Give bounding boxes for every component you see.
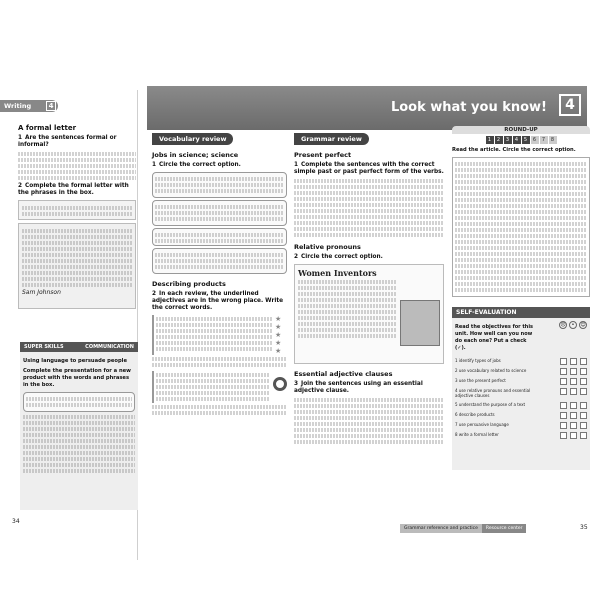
neutral-face-icon: •	[569, 321, 577, 329]
describing-products-title: Describing products	[152, 280, 226, 288]
roundup-num: 6	[531, 136, 539, 144]
self-eval-item: 2 use vocabulary related to science	[455, 368, 527, 373]
roundup-num: 3	[504, 136, 512, 144]
women-inventors-title: Women Inventors	[298, 268, 377, 278]
present-perfect-title: Present perfect	[294, 151, 352, 159]
dp-ex2: 2 In each review, the underlined adjectives are in the wrong place. Write the correct words.	[152, 291, 284, 311]
roundup-num: 1	[486, 136, 494, 144]
left-ex1-prompt: Are the sentences formal or informal?	[18, 135, 117, 148]
grammar-review-pill: Grammar review	[294, 133, 369, 145]
unit-number-badge: 4	[559, 94, 581, 116]
comm-word-box	[23, 392, 135, 412]
self-eval-checkbox[interactable]	[580, 358, 587, 365]
ea-ex3: 3 Join the sentences using an essential adjective clause.	[294, 381, 423, 394]
self-eval-checkbox[interactable]	[570, 402, 577, 409]
left-ex2-number: 2	[18, 183, 23, 189]
formal-letter-section	[18, 118, 136, 309]
super-skills-label: SUPER SKILLS	[24, 344, 64, 350]
sad-face-icon: ☹	[560, 322, 566, 328]
roundup-num: 4	[513, 136, 521, 144]
self-eval-checkbox[interactable]	[580, 432, 587, 439]
inventor-photo	[400, 300, 440, 346]
self-eval-checkbox[interactable]	[560, 368, 567, 375]
vocab-item-1	[152, 172, 287, 198]
writing-tab	[0, 100, 58, 112]
communication-label: COMMUNICATION	[85, 344, 134, 350]
product-image	[273, 377, 287, 391]
comm-title: Using language to persuade people	[23, 358, 127, 364]
vocab-subtitle: Jobs in science; science	[152, 151, 239, 159]
rp-ex2-prompt: Circle the correct option.	[301, 254, 383, 260]
vocab-item-4	[152, 248, 287, 274]
unit-header	[147, 86, 587, 130]
vocab-ex1: 1 Circle the correct option.	[152, 162, 241, 168]
vocab-ex1-prompt: Circle the correct option.	[159, 162, 241, 168]
self-eval-header: SELF-EVALUATION	[452, 307, 590, 318]
essential-adj-title: Essential adjective clauses	[294, 370, 393, 378]
pp-ex1-prompt: Complete the sentences with the correct simple past or past perfect form of the verbs.	[294, 162, 444, 175]
letter-signoff: Sam Johnson	[22, 289, 61, 296]
communication-banner	[20, 342, 138, 352]
review-1	[152, 315, 287, 355]
self-eval-item: 3 use the present perfect	[455, 378, 506, 383]
self-eval-checkbox[interactable]	[560, 388, 567, 395]
ea-ex3-prompt: Join the sentences using an essential adjective clause.	[294, 381, 423, 394]
roundup-header: ROUND-UP	[452, 126, 590, 134]
self-eval-checkbox[interactable]	[570, 368, 577, 375]
grammar-column	[294, 126, 444, 446]
dp-ex2-prompt: In each review, the underlined adjectives are in the wrong place. Write the correct words.	[152, 291, 284, 311]
left-ex1-number: 1	[18, 135, 23, 141]
vocab-item-2	[152, 200, 287, 226]
right-page-number: 35	[580, 524, 588, 531]
letter-box	[18, 223, 136, 309]
vocabulary-column	[152, 126, 287, 417]
self-eval-prompt: Read the objectives for this unit. How well can you now do each one? Put a check (✓).	[455, 324, 534, 351]
self-eval-checkbox[interactable]	[560, 402, 567, 409]
left-ex1	[18, 135, 136, 149]
roundup-prompt: Read the article. Circle the correct option.	[452, 147, 576, 153]
self-eval-item: 7 use persuasive language	[455, 421, 509, 427]
rp-ex2: 2 Circle the correct option.	[294, 254, 383, 260]
left-unit-badge: 4	[46, 101, 56, 111]
self-eval-faces	[559, 321, 587, 355]
self-eval-item: 5 understand the purpose of a text	[455, 401, 526, 407]
resource-center-link[interactable]: Resource center	[482, 524, 527, 533]
self-eval-checkbox[interactable]	[570, 412, 577, 419]
review-2	[152, 371, 287, 403]
communication-body	[20, 352, 138, 510]
self-eval-checkbox[interactable]	[580, 388, 587, 395]
self-eval-list	[455, 358, 587, 439]
unit-header-title: Look what you know!	[390, 100, 547, 115]
self-eval-checkbox[interactable]	[570, 422, 577, 429]
comm-prompt: Complete the presentation for a new product with the words and phrases in the box.	[23, 368, 131, 388]
phrase-box	[18, 200, 136, 220]
left-ex2-prompt: Complete the formal letter with the phrases in the box.	[18, 183, 129, 196]
women-inventors-article	[294, 264, 444, 364]
left-ex2	[18, 183, 136, 197]
self-eval-checkbox[interactable]	[580, 422, 587, 429]
left-page-number: 34	[12, 518, 20, 525]
vocab-item-3	[152, 228, 287, 246]
rating-stars-1: ★ ★ ★ ★ ★	[275, 315, 282, 355]
roundup-numbers	[452, 136, 590, 144]
self-eval-checkbox[interactable]	[570, 388, 577, 395]
self-eval-item: 1 identify types of jobs	[455, 358, 501, 363]
self-eval-checkbox[interactable]	[560, 412, 567, 419]
self-eval-checkbox[interactable]	[560, 422, 567, 429]
relative-pronouns-title: Relative pronouns	[294, 243, 361, 251]
right-footer	[400, 524, 526, 533]
self-eval-checkbox[interactable]	[570, 378, 577, 385]
roundup-num: 8	[549, 136, 557, 144]
self-eval-checkbox[interactable]	[560, 378, 567, 385]
self-eval-checkbox[interactable]	[580, 412, 587, 419]
self-eval-checkbox[interactable]	[560, 432, 567, 439]
roundup-column	[452, 126, 590, 470]
self-eval-checkbox[interactable]	[580, 378, 587, 385]
self-eval-checkbox[interactable]	[570, 432, 577, 439]
writing-tab-label: Writing	[4, 102, 32, 110]
vocabulary-review-pill: Vocabulary review	[152, 133, 233, 145]
self-eval-body	[452, 318, 590, 470]
roundup-num: 7	[540, 136, 548, 144]
self-eval-checkbox[interactable]	[580, 402, 587, 409]
roundup-article	[452, 157, 590, 297]
self-eval-item: 6 describe products	[455, 411, 495, 417]
self-eval-item: 4 use relative pronouns and essential adjective clauses	[455, 388, 531, 399]
grammar-reference-link[interactable]: Grammar reference and practice	[400, 524, 482, 533]
communication-section	[20, 342, 138, 510]
formal-letter-title: A formal letter	[18, 124, 77, 132]
self-eval-checkbox[interactable]	[580, 368, 587, 375]
self-eval-item: 8 write a formal letter	[455, 431, 499, 437]
pp-ex1: 1 Complete the sentences with the correct simple past or past perfect form of the verbs.	[294, 162, 444, 175]
roundup-num: 2	[495, 136, 503, 144]
self-eval-checkbox[interactable]	[570, 358, 577, 365]
roundup-num: 5	[522, 136, 530, 144]
self-eval-checkbox[interactable]	[560, 358, 567, 365]
happy-face-icon: ☺	[580, 322, 586, 328]
